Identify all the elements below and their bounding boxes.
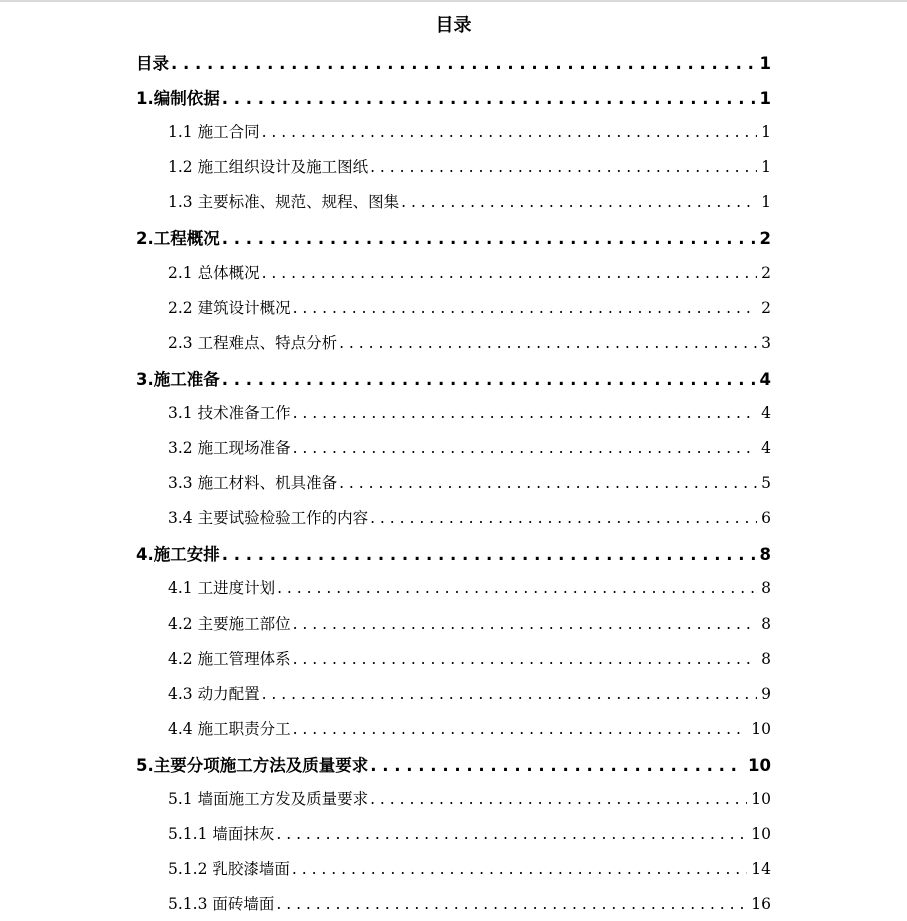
toc-entry-page-number[interactable]: 1 [759, 89, 771, 109]
toc-entry-page-number[interactable]: 1 [761, 158, 771, 177]
toc-entry[interactable] [136, 535, 771, 570]
toc-entry-page-number[interactable]: 2 [761, 298, 771, 317]
toc-entry-page-number[interactable]: 1 [761, 123, 771, 142]
toc-entry-label[interactable]: 5.1.3 面砖墙面 [168, 895, 275, 914]
toc-entry-label[interactable]: 3.施工准备 [136, 369, 220, 389]
toc-entry-label[interactable]: 目录 [136, 54, 169, 73]
page-top-border [0, 0, 907, 2]
dot-leader [401, 193, 757, 211]
dot-leader [293, 404, 757, 422]
toc-entry-page-number[interactable]: 4 [761, 403, 771, 422]
dot-leader [370, 509, 757, 527]
dot-leader [262, 123, 757, 141]
toc-entry-page-number[interactable]: 8 [761, 579, 771, 598]
toc-entry-page-number[interactable]: 5 [761, 474, 771, 493]
toc-entry[interactable] [168, 500, 771, 535]
toc-entry-label[interactable]: 1.3 主要标准、规范、规程、图集 [168, 193, 400, 212]
dot-leader [293, 439, 757, 457]
toc-entry-page-number[interactable]: 10 [751, 789, 771, 808]
toc-entry-label[interactable]: 4.2 主要施工部位 [168, 614, 291, 633]
dot-leader [293, 720, 748, 738]
toc-entry-page-number[interactable]: 8 [761, 614, 771, 633]
toc-entry-label[interactable]: 5.主要分项施工方法及质量要求 [136, 755, 369, 775]
dot-leader [222, 229, 756, 248]
toc-entry[interactable] [168, 430, 771, 465]
toc-entry-label[interactable]: 2.1 总体概况 [168, 263, 260, 282]
toc-entry-page-number[interactable]: 8 [761, 649, 771, 668]
toc-entry-label[interactable]: 5.1 墙面施工方发及质量要求 [168, 789, 369, 808]
toc-entry[interactable] [136, 79, 771, 114]
dot-leader [292, 860, 747, 878]
dot-leader [293, 615, 757, 633]
toc-entry-label[interactable]: 3.1 技术准备工作 [168, 403, 291, 422]
toc-entry-label[interactable]: 2.3 工程难点、特点分析 [168, 333, 338, 352]
toc-entry[interactable] [168, 325, 771, 360]
dot-leader [370, 158, 757, 176]
toc-entry[interactable] [168, 290, 771, 325]
toc-entry-label[interactable]: 4.施工安排 [136, 545, 220, 565]
toc-entry-page-number[interactable]: 14 [751, 860, 771, 879]
toc-entry-page-number[interactable]: 4 [761, 439, 771, 458]
dot-leader [222, 545, 756, 564]
toc-entry-page-number[interactable]: 8 [759, 545, 771, 565]
toc-entry[interactable] [168, 570, 771, 605]
toc-title: 目录 [435, 15, 472, 36]
toc-entry-page-number[interactable]: 10 [751, 825, 771, 844]
toc-entry-label[interactable]: 3.4 主要试验检验工作的内容 [168, 509, 369, 528]
toc-entry-page-number[interactable]: 10 [748, 755, 771, 775]
toc-entry-label[interactable]: 3.3 施工材料、机具准备 [168, 474, 338, 493]
toc-entry-page-number[interactable]: 4 [759, 369, 771, 389]
toc-entry[interactable] [136, 360, 771, 395]
toc-entry-page-number[interactable]: 1 [761, 193, 771, 212]
dot-leader [370, 790, 747, 808]
dot-leader [293, 299, 757, 317]
dot-leader [277, 579, 757, 597]
toc-entry[interactable] [168, 711, 771, 746]
dot-leader [262, 685, 757, 703]
toc-entry[interactable] [168, 184, 771, 219]
toc-entry-page-number[interactable]: 2 [759, 229, 771, 249]
toc-entry[interactable] [168, 816, 771, 851]
dot-leader [222, 370, 756, 389]
toc-entry[interactable] [168, 465, 771, 500]
toc-entry-label[interactable]: 5.1.1 墙面抹灰 [168, 825, 275, 844]
toc-entry-label[interactable]: 4.3 动力配置 [168, 684, 260, 703]
toc-entry-page-number[interactable]: 9 [761, 684, 771, 703]
toc-entry[interactable] [168, 114, 771, 149]
toc-entry-page-number[interactable]: 6 [761, 509, 771, 528]
toc-entry-page-number[interactable]: 16 [751, 895, 771, 914]
toc-entry-page-number[interactable]: 2 [761, 263, 771, 282]
toc-entry-label[interactable]: 4.4 施工职责分工 [168, 719, 291, 738]
toc-entry-label[interactable]: 4.1 工进度计划 [168, 579, 276, 598]
toc-entry-label[interactable]: 2.2 建筑设计概况 [168, 298, 291, 317]
dot-leader [339, 474, 757, 492]
dot-leader [171, 54, 756, 73]
toc-entry[interactable] [168, 851, 771, 886]
toc-entry-label[interactable]: 4.2 施工管理体系 [168, 649, 291, 668]
dot-leader [262, 264, 757, 282]
toc-entry-label[interactable]: 5.1.2 乳胶漆墙面 [168, 860, 290, 879]
toc-entry[interactable] [168, 676, 771, 711]
toc-entry-label[interactable]: 1.2 施工组织设计及施工图纸 [168, 158, 369, 177]
dot-leader [339, 334, 757, 352]
toc-entry[interactable] [168, 255, 771, 290]
toc-entry-label[interactable]: 3.2 施工现场准备 [168, 439, 291, 458]
dot-leader [293, 650, 757, 668]
toc-entry[interactable] [168, 606, 771, 641]
toc-entry[interactable] [136, 44, 771, 79]
toc-entry[interactable] [168, 149, 771, 184]
dot-leader [276, 895, 747, 913]
toc-entry-label[interactable]: 1.编制依据 [136, 89, 220, 109]
toc-entry-label[interactable]: 2.工程概况 [136, 229, 220, 249]
toc-entry-label[interactable]: 1.1 施工合同 [168, 123, 260, 142]
toc-entry-page-number[interactable]: 1 [759, 54, 771, 73]
dot-leader [276, 825, 747, 843]
toc-entry[interactable] [136, 219, 771, 254]
dot-leader [222, 89, 756, 108]
toc-entry[interactable] [136, 746, 771, 781]
toc-entry[interactable] [168, 886, 771, 921]
toc-entry[interactable] [168, 781, 771, 816]
toc-entry[interactable] [168, 641, 771, 676]
toc-entry-page-number[interactable]: 3 [761, 333, 771, 352]
dot-leader [370, 756, 744, 775]
toc-entry[interactable] [168, 395, 771, 430]
table-of-contents [0, 44, 907, 921]
toc-entry-page-number[interactable]: 10 [751, 719, 771, 738]
